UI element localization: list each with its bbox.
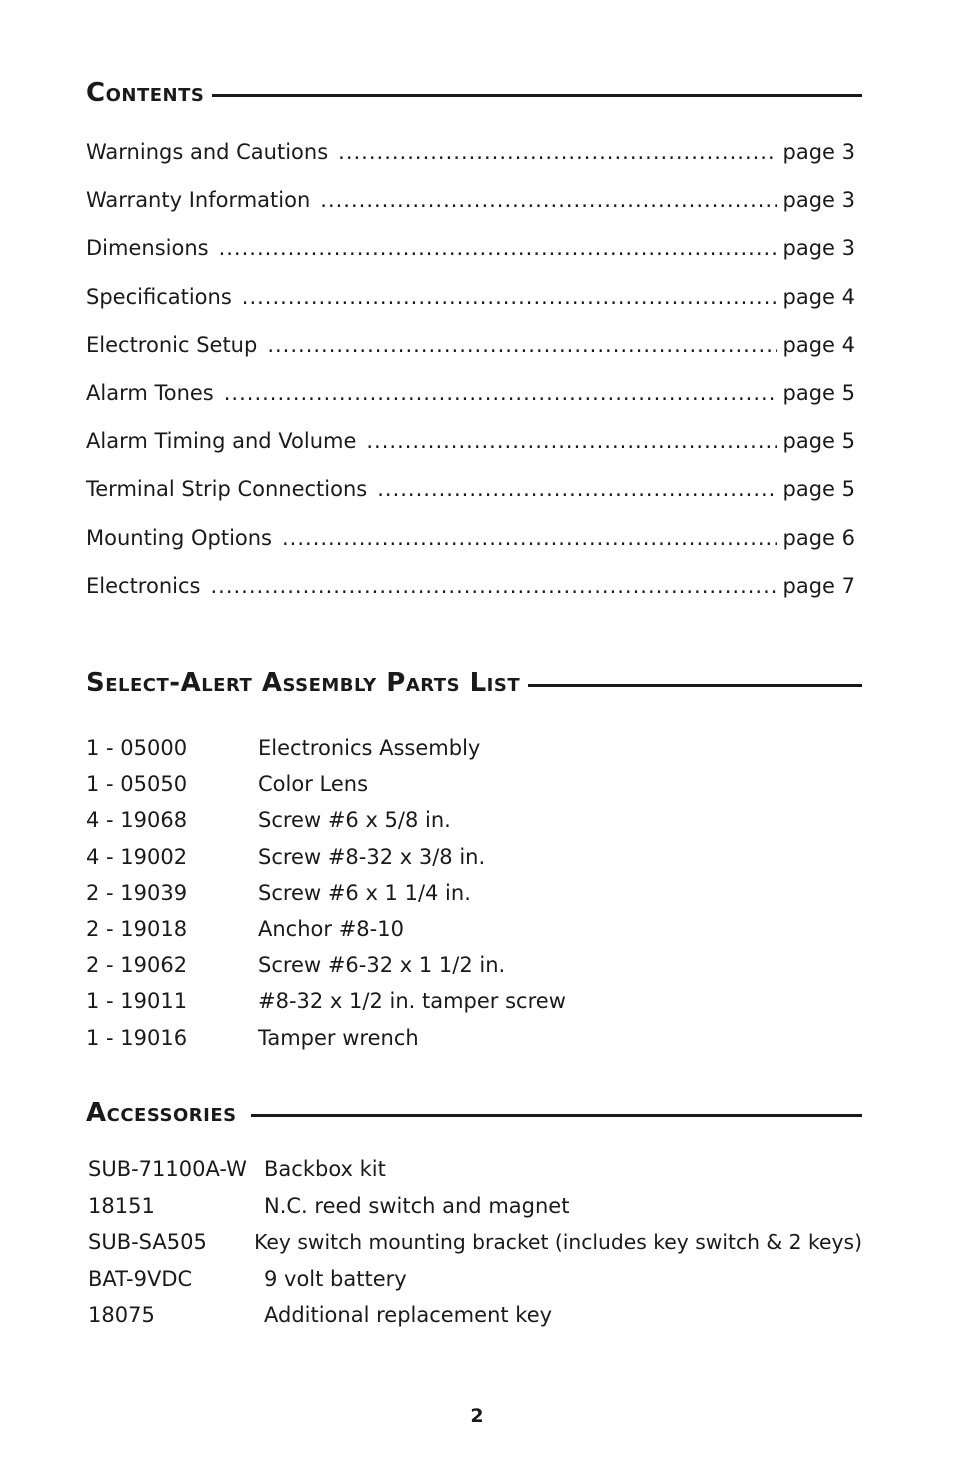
toc-leader <box>282 526 777 550</box>
toc-leader <box>224 381 777 405</box>
toc-item[interactable] <box>86 429 862 477</box>
contents-list <box>86 140 862 622</box>
toc-page: page 4 <box>782 284 855 309</box>
toc-item[interactable] <box>86 477 862 525</box>
part-number: 2 - 19039 <box>86 880 188 905</box>
toc-label: Dimensions <box>86 236 209 261</box>
toc-item[interactable] <box>86 526 862 574</box>
parts-row <box>86 730 862 766</box>
toc-page: page 4 <box>782 332 855 357</box>
toc-leader <box>210 574 776 598</box>
toc-page: page 7 <box>782 573 855 598</box>
toc-leader <box>366 429 776 453</box>
parts-row <box>86 802 862 838</box>
accessories-heading <box>86 1098 862 1128</box>
accessories-rule <box>251 1114 862 1117</box>
accessory-description: 9 volt battery <box>264 1266 407 1291</box>
parts-heading <box>86 668 862 698</box>
toc-item[interactable] <box>86 140 862 188</box>
part-number: 1 - 19016 <box>86 1025 188 1050</box>
toc-page: page 3 <box>782 140 855 164</box>
part-number: 1 - 05050 <box>86 772 188 797</box>
toc-page: page 5 <box>782 477 855 502</box>
part-description: Tamper wrench <box>258 1025 419 1050</box>
toc-page: page 5 <box>782 429 855 454</box>
toc-label: Alarm Timing and Volume <box>86 429 357 454</box>
accessory-description: Additional replacement key <box>264 1303 553 1328</box>
parts-list <box>86 730 862 1056</box>
toc-label: Electronic Setup <box>86 332 258 357</box>
accessory-row <box>88 1188 862 1225</box>
parts-rule <box>528 684 862 687</box>
toc-label: Mounting Options <box>86 525 272 550</box>
parts-row <box>86 983 862 1019</box>
toc-leader <box>338 140 776 164</box>
part-description: Screw #8-32 x 3/8 in. <box>258 844 486 869</box>
parts-row <box>86 911 862 947</box>
part-description: Color Lens <box>258 772 369 797</box>
part-description: #8-32 x 1/2 in. tamper screw <box>258 989 566 1014</box>
accessory-row <box>88 1261 862 1298</box>
parts-row <box>86 839 862 875</box>
accessories-title: Accessories <box>86 1098 237 1128</box>
part-description: Screw #6 x 1 1/4 in. <box>258 880 471 905</box>
parts-row <box>86 947 862 983</box>
toc-leader <box>242 285 777 309</box>
toc-item[interactable] <box>86 333 862 381</box>
part-description: Screw #6 x 5/8 in. <box>258 808 451 833</box>
accessory-code: SUB-71100A-W <box>88 1157 247 1182</box>
accessories-list <box>88 1151 862 1334</box>
parts-title: Select-Alert Assembly Parts List <box>86 668 521 698</box>
toc-label: Alarm Tones <box>86 380 214 405</box>
accessory-description: Backbox kit <box>264 1157 386 1182</box>
accessory-code: SUB-SA505 <box>88 1230 207 1255</box>
page-number: 2 <box>470 1405 484 1427</box>
toc-page: page 3 <box>782 236 855 261</box>
part-number: 4 - 19002 <box>86 844 188 869</box>
toc-item[interactable] <box>86 574 862 622</box>
accessory-code: 18151 <box>88 1193 155 1218</box>
toc-leader <box>320 188 776 212</box>
contents-rule <box>212 94 862 97</box>
toc-item[interactable] <box>86 236 862 284</box>
toc-label: Warranty Information <box>86 188 311 213</box>
toc-leader <box>267 333 776 357</box>
part-description: Screw #6-32 x 1 1/2 in. <box>258 953 506 978</box>
accessory-description: N.C. reed switch and magnet <box>264 1193 570 1218</box>
toc-item[interactable] <box>86 188 862 236</box>
part-number: 2 - 19018 <box>86 917 188 942</box>
accessory-description: Key switch mounting bracket (includes key switch & 2 keys) <box>254 1230 862 1255</box>
part-description: Anchor #8-10 <box>258 917 404 942</box>
accessory-code: BAT-9VDC <box>88 1266 193 1291</box>
part-number: 1 - 19011 <box>86 989 188 1014</box>
toc-page: page 3 <box>782 188 855 213</box>
toc-label: Electronics <box>86 573 201 598</box>
toc-leader <box>219 236 777 260</box>
part-number: 2 - 19062 <box>86 953 188 978</box>
accessory-row <box>88 1297 862 1334</box>
contents-heading <box>86 78 862 108</box>
parts-row <box>86 875 862 911</box>
toc-page: page 6 <box>782 525 855 550</box>
part-number: 1 - 05000 <box>86 736 188 761</box>
parts-row <box>86 1020 862 1056</box>
toc-page: page 5 <box>782 380 855 405</box>
contents-title: Contents <box>86 78 205 108</box>
toc-item[interactable] <box>86 381 862 429</box>
parts-row <box>86 766 862 802</box>
toc-label: Warnings and Cautions <box>86 140 329 164</box>
accessory-code: 18075 <box>88 1303 155 1328</box>
accessory-row <box>88 1151 862 1188</box>
toc-label: Specifications <box>86 284 232 309</box>
toc-leader <box>377 477 776 501</box>
part-number: 4 - 19068 <box>86 808 188 833</box>
toc-item[interactable] <box>86 285 862 333</box>
accessory-row <box>88 1224 862 1261</box>
part-description: Electronics Assembly <box>258 736 481 761</box>
toc-label: Terminal Strip Connections <box>86 477 368 502</box>
